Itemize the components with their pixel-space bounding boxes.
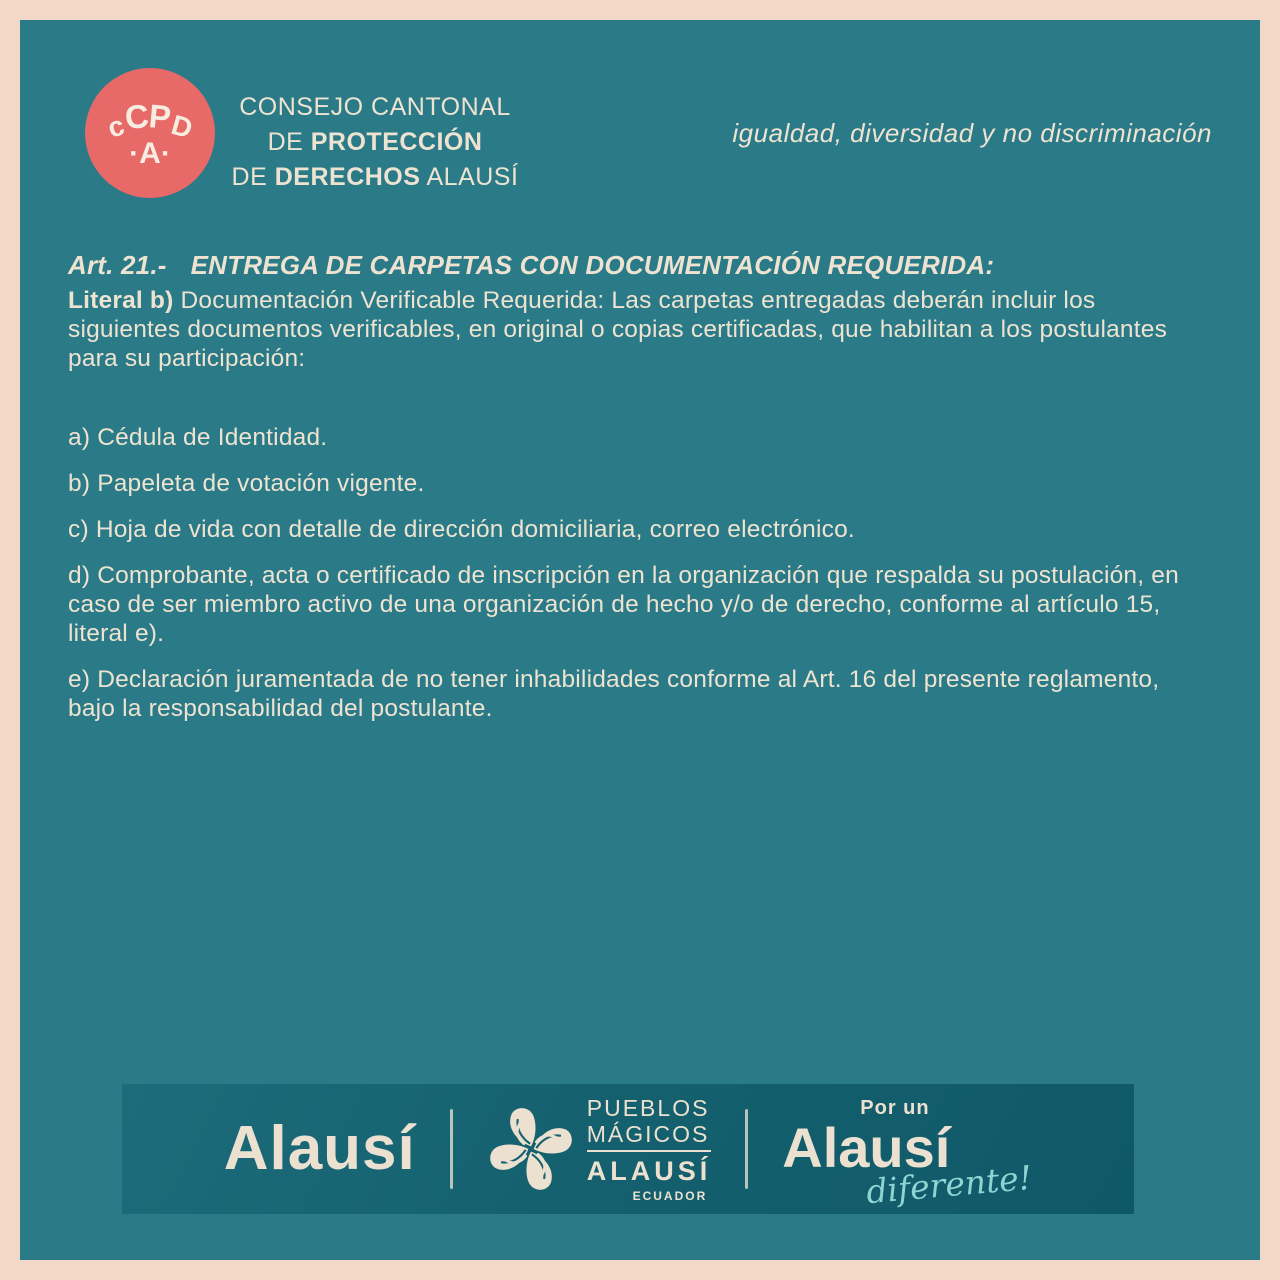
intro-text: Documentación Verificable Requerida: Las carpetas entregadas deberán incluir los siguientes documentos verificables, en original o copias certificadas, que habilitan a los postulantes para su participación: [68, 287, 1168, 372]
ccpd-logo-letters [104, 96, 196, 144]
banner-divider [745, 1109, 748, 1189]
alausi-wordmark: Alausí [223, 1114, 416, 1183]
ccpd-logo-icon [85, 68, 215, 198]
org-line-3: DE DERECHOS ALAUSÍ [231, 163, 519, 191]
organization-name [225, 90, 525, 195]
footer-banner [122, 1084, 1134, 1214]
article-body [68, 250, 1208, 740]
por-un-alausi-logo [782, 1096, 1034, 1211]
tagline: igualdad, diversidad y no discriminación [732, 118, 1212, 148]
ccpd-letter: C [123, 96, 151, 136]
article-heading: ENTREGA DE CARPETAS CON DOCUMENTACIÓN REQUERIDA: [190, 250, 995, 280]
list-item-a: a) Cédula de Identidad. [68, 424, 328, 451]
flyer-canvas [20, 20, 1260, 1260]
ccpd-letter: P [147, 96, 173, 136]
por-un-label: Por un [860, 1096, 930, 1119]
pueblos-line: PUEBLOS [586, 1094, 710, 1121]
ecuador-line: ECUADOR [632, 1188, 708, 1203]
alausi-big-label: Alausí [782, 1115, 951, 1179]
org-line-2: DE PROTECCIÓN [267, 128, 483, 156]
ccpd-logo-mark: ·A· [129, 136, 171, 170]
banner-divider [450, 1109, 453, 1189]
ccpd-letter: c [104, 109, 128, 144]
article-title [68, 250, 1208, 281]
org-line-1: CONSEJO CANTONAL [239, 93, 511, 121]
article-intro [68, 286, 1208, 373]
ccpd-letter: D [167, 108, 196, 144]
document-list [68, 423, 1208, 723]
list-item-d: d) Comprobante, acta o certificado de inscripción en la organización que respalda su postulación, en caso de ser miembro activo de una organización de hecho y/o de derecho, conforme al artículo 15, literal e). [68, 562, 1179, 647]
list-item-b: b) Papeleta de votación vigente. [68, 470, 425, 497]
pueblos-magicos-text [586, 1094, 712, 1203]
alausi-line: ALAUSÍ [586, 1155, 712, 1186]
flower-pinwheel-icon [487, 1105, 575, 1193]
article-number: Art. 21.- [68, 250, 167, 280]
literal-label: Literal b) [68, 287, 174, 314]
diferente-script-label: diferente! [864, 1157, 1034, 1211]
pueblos-magicos-logo [487, 1094, 712, 1203]
list-item-c: c) Hoja de vida con detalle de dirección domiciliaria, correo electrónico. [68, 516, 855, 543]
magicos-line: MÁGICOS [587, 1120, 712, 1152]
list-item-e: e) Declaración juramentada de no tener inhabilidades conforme al Art. 16 del presente reglamento, bajo la responsabilidad del postulante. [68, 666, 1160, 722]
